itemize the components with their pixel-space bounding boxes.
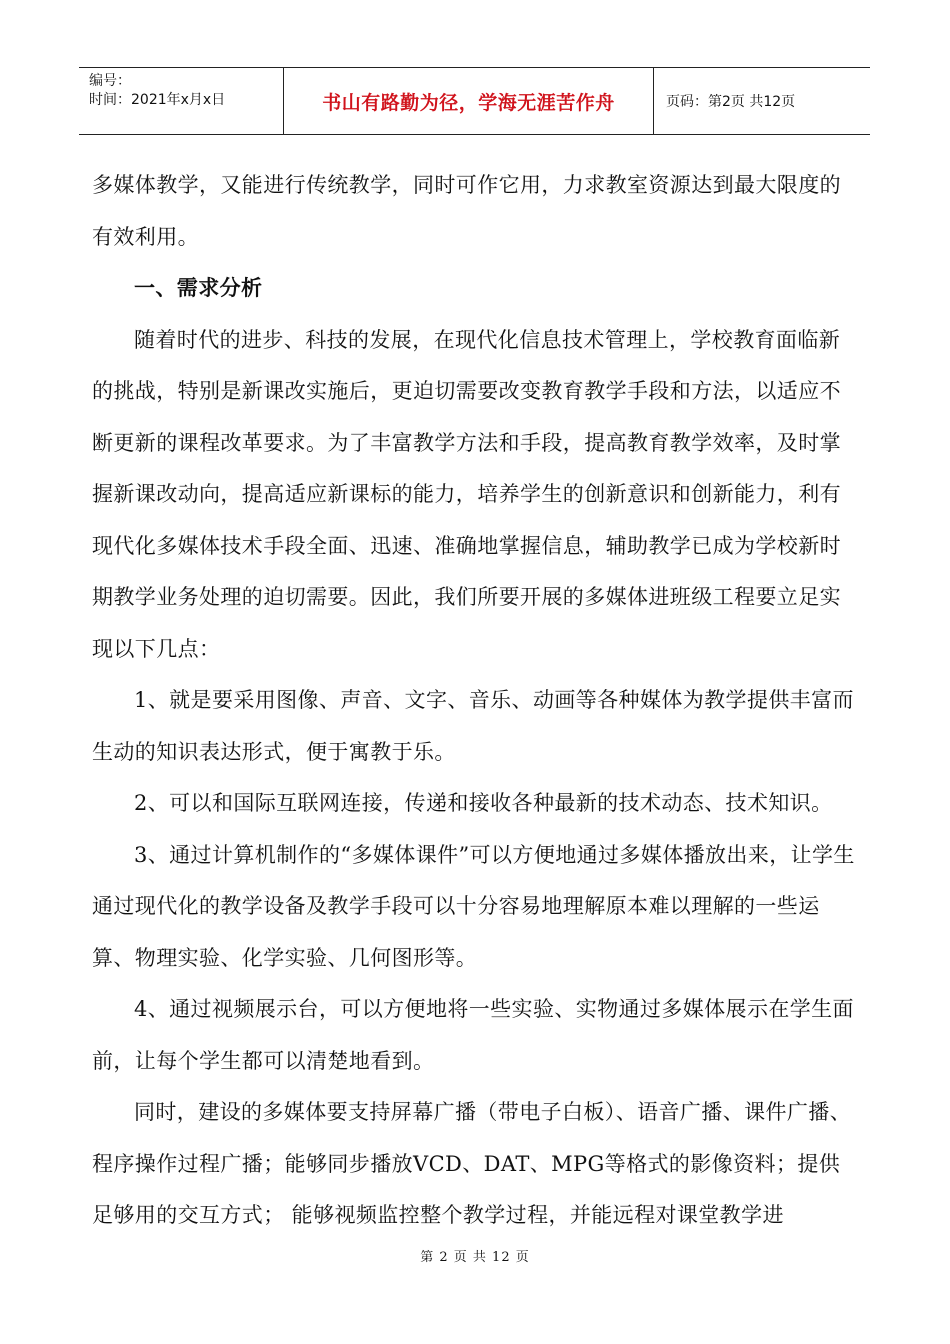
page-footer: 第 2 页 共 12 页 xyxy=(420,1250,530,1265)
document-date-label: 时间：2021年x月x日 xyxy=(89,92,226,108)
list-item: 4、通过视频展示台，可以方便地将一些实验、实物通过多媒体展示在学生面前，让每个学生都可以清楚地看到。 xyxy=(92,997,854,1073)
header-meta xyxy=(79,68,283,134)
paragraph-continuation: 多媒体教学，又能进行传统教学，同时可作它用，力求教室资源达到最大限度的有效利用。 xyxy=(92,173,841,249)
section-heading: 一、需求分析 xyxy=(134,276,263,300)
document-number-label: 编号： xyxy=(89,73,131,89)
paragraph: 随着时代的进步、科技的发展，在现代化信息技术管理上，学校教育面临新的挑战，特别是新课改实施后，更迫切需要改变教育教学手段和方法，以适应不断更新的课程改革要求。为了丰富教学方法和手段，提高教育教学效率，及时掌握新课改动向，提高适应新课标的能力，培养学生的创新意识和创新能力，利有现代化多媒体技术手段全面、迅速、准确地掌握信息，辅助教学已成为学校新时期教学业务处理的迫切需要。因此，我们所要开展的多媒体进班级工程要立足实现以下几点： xyxy=(92,327,841,661)
list-item: 1、就是要采用图像、声音、文字、音乐、动画等各种媒体为教学提供丰富而生动的知识表达形式，便于寓教于乐。 xyxy=(92,688,854,764)
list-item: 2、可以和国际互联网连接，传递和接收各种最新的技术动态、技术知识。 xyxy=(134,791,833,815)
list-item: 3、通过计算机制作的“多媒体课件”可以方便地通过多媒体播放出来，让学生通过现代化的教学设备及教学手段可以十分容易地理解原本难以理解的一些运算、物理实验、化学实验、几何图形等。 xyxy=(92,842,855,970)
header-page-number: 页码：第2页 共12页 xyxy=(666,94,796,110)
paragraph: 同时，建设的多媒体要支持屏幕广播（带电子白板）、语音广播、课件广播、程序操作过程广播；能够同步播放VCD、DAT、MPG等格式的影像资料；提供足够用的交互方式； 能够视频监控整个教学过程，并能远程对课堂教学进 xyxy=(92,1100,852,1227)
header-motto: 书山有路勤为径，学海无涯苦作舟 xyxy=(283,68,654,134)
page-header xyxy=(79,67,870,135)
document-body xyxy=(92,160,858,1242)
